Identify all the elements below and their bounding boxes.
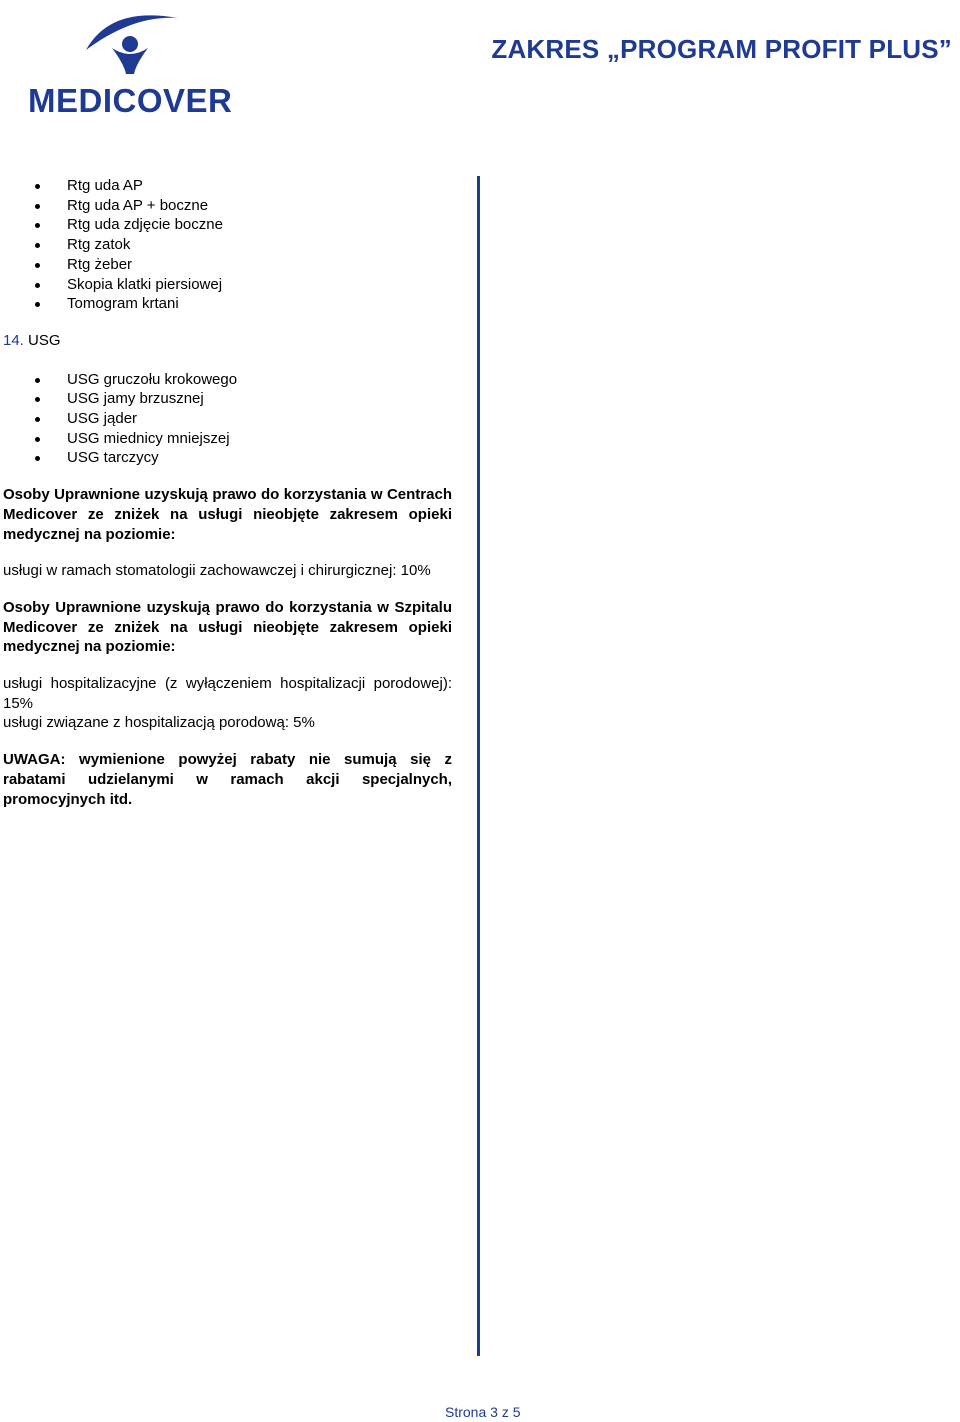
porodowa-discount: usługi związane z hospitalizacją porodową: 5% xyxy=(3,714,315,732)
list-item: Skopia klatki piersiowej xyxy=(3,275,452,295)
list-item: USG tarczycy xyxy=(3,448,452,468)
list-item: Rtg zatok xyxy=(3,235,452,255)
document-body xyxy=(3,176,452,809)
usg-list xyxy=(3,370,452,469)
section-number: 14. xyxy=(3,331,24,349)
list-item: Rtg uda AP xyxy=(3,176,452,196)
list-item: USG jąder xyxy=(3,409,452,429)
rtg-list xyxy=(3,176,452,314)
list-item: USG miednicy mniejszej xyxy=(3,429,452,449)
list-item: Rtg żeber xyxy=(3,255,452,275)
vertical-divider xyxy=(477,176,480,1356)
document-title: ZAKRES „PROGRAM PROFIT PLUS” xyxy=(491,34,952,64)
section-title: USG xyxy=(28,331,61,349)
medicover-logo-icon xyxy=(78,8,188,78)
list-item: USG gruczołu krokowego xyxy=(3,370,452,390)
uwaga-note: UWAGA: wymienione powyżej rabaty nie sumują się z rabatami udzielanymi w ramach akcji specjalnych, promocyjnych itd. xyxy=(3,751,452,808)
centra-discount-intro: Osoby Uprawnione uzyskują prawo do korzystania w Centrach Medicover ze zniżek na usługi nieobjęte zakresem opieki medycznej na poziomie: xyxy=(3,486,452,543)
list-item: Tomogram krtani xyxy=(3,294,452,314)
medicover-logo xyxy=(28,8,238,118)
szpital-discount-intro: Osoby Uprawnione uzyskują prawo do korzystania w Szpitalu Medicover ze zniżek na usługi nieobjęte zakresem opieki medycznej na poziomie: xyxy=(3,598,452,656)
logo-wordmark: MEDICOVER xyxy=(28,82,233,119)
list-item: Rtg uda AP + boczne xyxy=(3,196,452,216)
section-heading xyxy=(3,331,452,351)
page-number: Strona 3 z 5 xyxy=(445,1404,521,1420)
hospitalizacja-discount: usługi hospitalizacyjne (z wyłączeniem hospitalizacji porodowej): 15% xyxy=(3,675,452,712)
list-item: USG jamy brzusznej xyxy=(3,389,452,409)
stomatologia-discount: usługi w ramach stomatologii zachowawczej i chirurgicznej: 10% xyxy=(3,562,431,580)
list-item: Rtg uda zdjęcie boczne xyxy=(3,215,452,235)
